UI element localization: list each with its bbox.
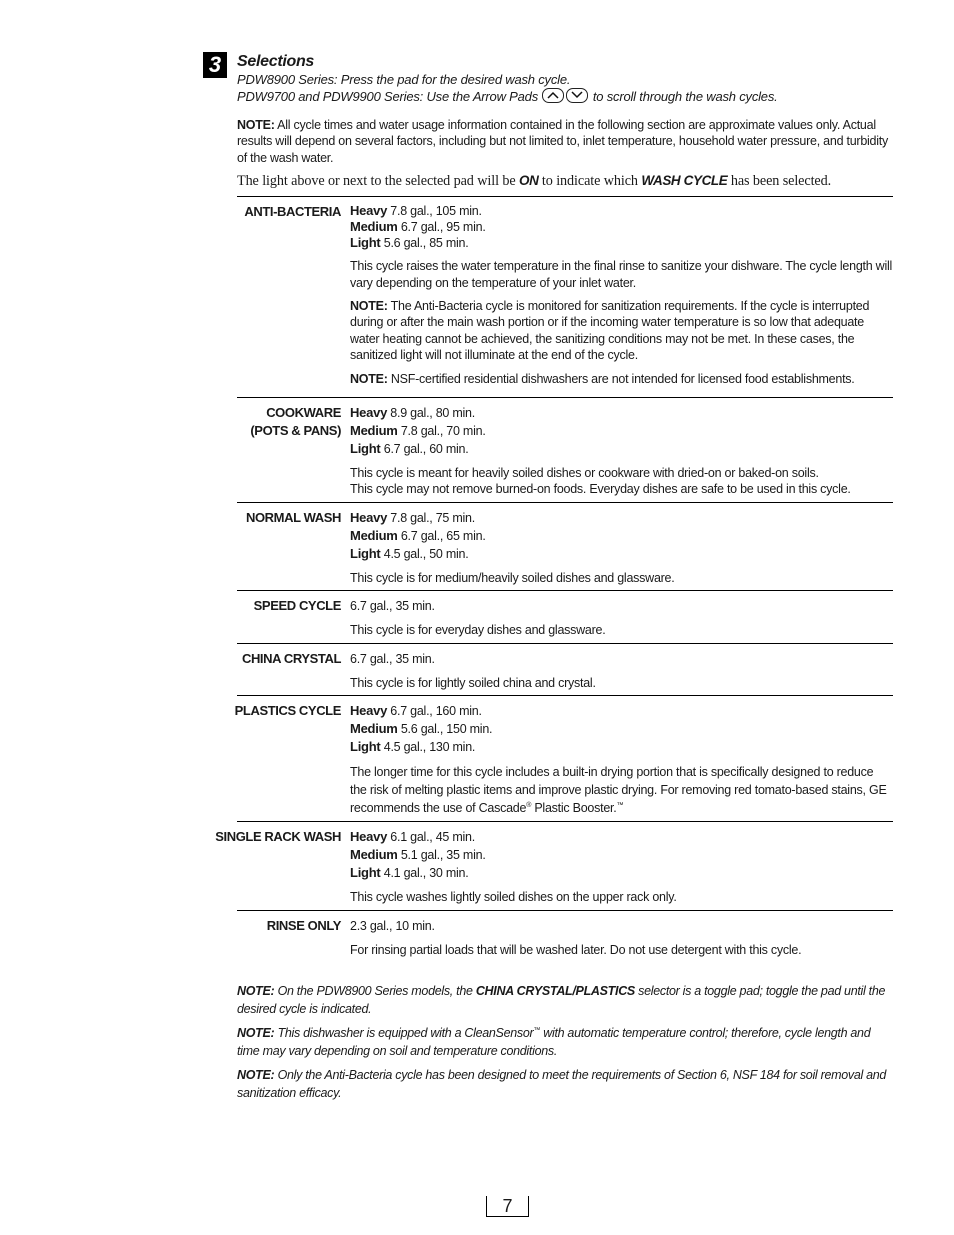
level-label: Light (350, 865, 381, 881)
level-medium (350, 219, 893, 235)
level-light (350, 235, 893, 251)
level-label: Medium (350, 423, 398, 439)
trademark-mark: ™ (533, 1026, 541, 1034)
note-bold: CHINA CRYSTAL/PLASTICS (475, 983, 635, 998)
cycle-description: For rinsing partial loads that will be washed later. Do not use detergent with this cycle. (350, 942, 802, 957)
level-value: 6.7 gal., 160 min. (387, 704, 482, 719)
instruction-pdw8900: PDW8900 Series: Press the pad for the desired wash cycle. (237, 72, 571, 87)
level-value: 6.7 gal., 65 min. (397, 528, 486, 543)
cycle-name: ANTI-BACTERIA (244, 204, 341, 220)
cycle-table (215, 196, 893, 962)
note-cleansensor (237, 1024, 893, 1060)
cycle-name: SPEED CYCLE (253, 598, 341, 614)
cycle-description: This cycle raises the water temperature in the final rinse to sanitize your dishware. The cycle length will vary depending on the temperature of your inlet water. (350, 259, 893, 290)
trademark-mark: ™ (616, 801, 624, 809)
note-cycle-times (237, 117, 893, 166)
note-text: The Anti-Bacteria cycle is monitored for sanitization requirements. If the cycle is interrupted during or after the main wash portion or if the incoming water temperature is so low that adequate water heating cannot be achieved, the sanitizing conditions may not be met. In these cases, the sanitized light will not illuminate at the end of the cycle. (350, 299, 870, 363)
cycle-speed (237, 590, 893, 642)
level-label: Light (350, 545, 381, 561)
page-number-text: 7 (502, 1196, 513, 1216)
cycle-note (350, 298, 893, 364)
note-label: NOTE: (350, 299, 388, 314)
cycle-name: CHINA CRYSTAL (241, 650, 341, 666)
cycle-plastics (234, 695, 893, 821)
level-value: 5.6 gal., 150 min. (397, 722, 493, 737)
level-medium (350, 846, 893, 864)
note-label: NOTE: (237, 1025, 275, 1040)
note-text: NSF-certified residential dishwashers are not intended for licensed food establishments. (387, 371, 855, 386)
step-number-badge: 3 (203, 52, 227, 78)
cycle-name: PLASTICS CYCLE (234, 703, 341, 719)
level-label: Medium (350, 527, 398, 543)
cycle-name: SINGLE RACK WASH (215, 829, 341, 845)
level-value: 8.9 gal., 80 min. (387, 406, 475, 421)
level-heavy (350, 404, 893, 422)
level-label: Medium (350, 219, 398, 235)
level-value: 6.7 gal., 95 min. (397, 220, 486, 235)
level-medium (350, 422, 893, 440)
cycle-description: This cycle is for lightly soiled china and crystal. (350, 675, 596, 690)
section-title: Selections (237, 53, 315, 70)
level-label: Medium (350, 847, 398, 863)
level-value: 7.8 gal., 70 min. (397, 424, 486, 439)
level-label: Light (350, 441, 381, 457)
light-on: ON (519, 173, 539, 189)
note-nsf-184 (237, 1066, 893, 1102)
level-value: 5.1 gal., 35 min. (397, 848, 486, 863)
cycle-china-crystal (237, 643, 893, 695)
arrow-up-icon (542, 88, 564, 103)
level-light (350, 864, 893, 882)
instruction-pdw9700 (237, 88, 893, 105)
cycle-rinse-only (237, 910, 893, 962)
instruction-pre: PDW9700 and PDW9900 Series: Use the Arrow Pads (237, 89, 539, 104)
level-value: 4.1 gal., 30 min. (380, 866, 469, 881)
level-heavy (350, 828, 893, 846)
cycle-description: This cycle is for everyday dishes and glassware. (350, 623, 606, 638)
level-light (350, 738, 893, 756)
cycle-description: This cycle is for medium/heavily soiled dishes and glassware. (350, 570, 675, 585)
light-mid: to indicate which (538, 173, 642, 190)
cycle-single-rack (215, 821, 893, 909)
cycle-anti-bacteria (237, 196, 893, 397)
cycle-description: This cycle washes lightly soiled dishes on the upper rack only. (350, 890, 677, 905)
note-label: NOTE: (350, 371, 388, 386)
level-label: Heavy (350, 703, 388, 719)
level-value: 4.5 gal., 130 min. (380, 740, 476, 755)
level-label: Heavy (350, 509, 388, 525)
light-post: has been selected. (727, 173, 832, 190)
level-light (350, 440, 893, 458)
cycle-name-line: COOKWARE (266, 405, 341, 421)
level-medium (350, 527, 893, 545)
note-text: with automatic temperature control; therefore, cycle length and time may vary depending on soil and temperature conditions. (237, 1025, 871, 1058)
level-light (350, 545, 893, 563)
cycle-value: 6.7 gal., 35 min. (350, 599, 435, 614)
level-value: 5.6 gal., 85 min. (380, 236, 469, 251)
level-label: Heavy (350, 203, 388, 219)
light-wash-cycle: WASH CYCLE (641, 173, 728, 189)
cycle-description (350, 465, 893, 498)
cycle-description (350, 763, 893, 817)
instruction-post: to scroll through the wash cycles. (592, 89, 778, 104)
arrow-down-icon (566, 88, 588, 103)
cycle-name: NORMAL WASH (245, 509, 341, 525)
note-text: Only the Anti-Bacteria cycle has been designed to meet the requirements of Section 6, NSF 184 for soil removal and sanitization efficacy. (237, 1067, 887, 1100)
note-text: selector is a toggle pad; toggle the pad until the desired cycle is indicated. (237, 983, 886, 1016)
note-label: NOTE: (237, 983, 275, 998)
level-heavy (350, 509, 893, 527)
level-value: 6.1 gal., 45 min. (387, 830, 475, 845)
level-label: Heavy (350, 405, 388, 421)
selections-section (215, 52, 893, 1108)
bottom-notes (237, 982, 893, 1102)
light-pre: The light above or next to the selected pad will be (237, 173, 520, 190)
level-medium (350, 720, 893, 738)
cycle-name-line: (POTS & PANS) (250, 423, 341, 439)
level-value: 7.8 gal., 75 min. (387, 510, 475, 525)
level-value: 7.8 gal., 105 min. (387, 204, 482, 219)
level-label: Medium (350, 721, 398, 737)
desc-line: This cycle may not remove burned-on foods. Everyday dishes are safe to be used in this cycle. (350, 482, 851, 497)
cycle-value: 6.7 gal., 35 min. (350, 651, 435, 666)
desc-text: The longer time for this cycle includes a built-in drying portion that is specifically designed to reduce the risk of melting plastic items and improve plastic drying. For removing red tomato-based stains, GE recommends the use of Cascade (350, 765, 887, 816)
note-text: All cycle times and water usage information contained in the following section are approximate values only. Actual results will depend on several factors, including but not limited to, inlet temperature, household water pressure, and turbidity of the wash water. (237, 118, 889, 165)
level-value: 6.7 gal., 60 min. (380, 442, 469, 457)
note-label: NOTE: (237, 1067, 275, 1082)
note-text: This dishwasher is equipped with a CleanSensor (274, 1025, 534, 1040)
level-label: Light (350, 235, 381, 251)
note-text: On the PDW8900 Series models, the (274, 983, 476, 998)
desc-text: Plastic Booster. (531, 801, 617, 816)
cycle-normal-wash (237, 502, 893, 590)
cycle-cookware (237, 397, 893, 502)
level-label: Heavy (350, 829, 388, 845)
page-number (486, 1193, 529, 1219)
note-china-crystal-toggle (237, 982, 893, 1018)
desc-line: This cycle is meant for heavily soiled dishes or cookware with dried-on or baked-on soils. (350, 466, 819, 481)
cycle-name (250, 404, 341, 440)
cycle-note (350, 371, 893, 387)
level-heavy (350, 203, 893, 219)
light-indicator-text (237, 172, 893, 190)
note-label: NOTE: (237, 118, 275, 132)
level-heavy (350, 702, 893, 720)
level-label: Light (350, 739, 381, 755)
cycle-name: RINSE ONLY (266, 917, 341, 933)
cycle-value: 2.3 gal., 10 min. (350, 918, 435, 933)
level-value: 4.5 gal., 50 min. (380, 546, 469, 561)
registered-mark: ® (526, 801, 532, 809)
